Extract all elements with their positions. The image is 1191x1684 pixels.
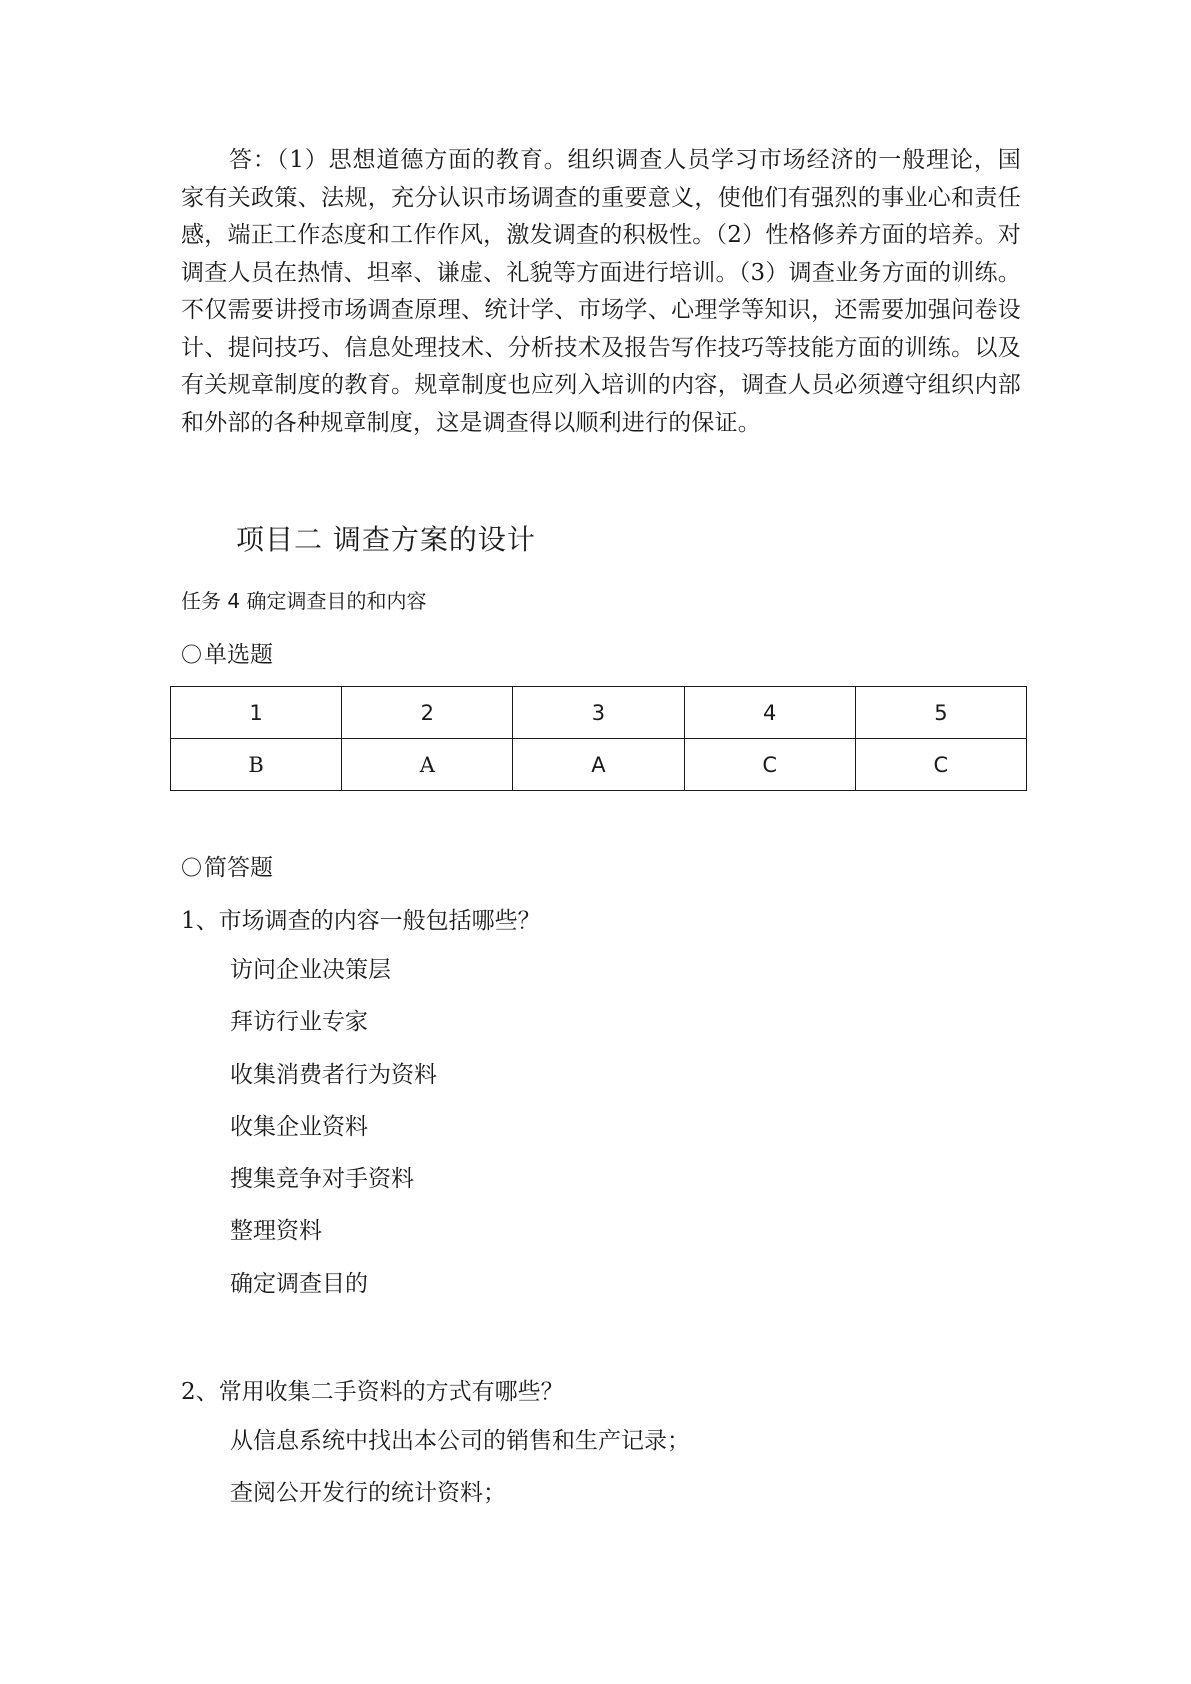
circle-marker: 〇 xyxy=(181,856,202,880)
list-item: 从信息系统中找出本公司的销售和生产记录； xyxy=(230,1428,690,1454)
answer-list-1 xyxy=(230,944,437,1310)
section-short-answer-label: 简答题 xyxy=(204,855,273,881)
answer-paragraph: 答：（1）思想道德方面的教育。组织调查人员学习市场经济的一般理论，国家有关政策、法规，充分认识市场调查的重要意义，使他们有强烈的事业心和责任感，端正工作态度和工作作风，激发调查的积极性。（2）性格修养方面的培养。对调查人员在热情、坦率、谦虚、礼貌等方面进行培训。（3）调查业务方面的训练。不仅需要讲授市场调查原理、统计学、市场学、心理学等知识，还需要加强问卷设计、提问技巧、信息处理技术、分析技术及报告写作技巧等技能方面的训练。以及有关规章制度的教育。规章制度也应列入培训的内容，调查人员必须遵守组织内部和外部的各种规章制度，这是调查得以顺利进行的保证。 xyxy=(181,147,1021,436)
section-short-answer xyxy=(181,849,273,882)
answer-list-2 xyxy=(230,1415,690,1520)
question-1: 1、市场调查的内容一般包括哪些？ xyxy=(181,908,541,934)
answer-table xyxy=(170,686,1027,791)
answer-cell: A xyxy=(513,739,684,791)
question-number-cell: 3 xyxy=(513,687,684,739)
list-item: 确定调查目的 xyxy=(230,1270,368,1297)
question-number-cell: 5 xyxy=(855,687,1026,739)
question-number-cell: 1 xyxy=(171,687,342,739)
answer-cell: C xyxy=(855,739,1026,791)
list-item: 拜访行业专家 xyxy=(230,1009,368,1036)
question-2: 2、常用收集二手资料的方式有哪些？ xyxy=(181,1379,564,1405)
answer-cell: C xyxy=(684,739,855,791)
answer-table-answer-row xyxy=(171,739,1027,791)
list-item: 访问企业决策层 xyxy=(230,957,391,983)
section-single-choice-label: 单选题 xyxy=(204,642,273,668)
circle-marker: 〇 xyxy=(181,643,202,667)
answer-cell: A xyxy=(342,739,513,791)
answer-table-header-row xyxy=(171,687,1027,739)
list-item: 收集消费者行为资料 xyxy=(230,1061,437,1088)
question-number-cell: 2 xyxy=(342,687,513,739)
list-item: 搜集竞争对手资料 xyxy=(230,1166,414,1193)
question-number-cell: 4 xyxy=(684,687,855,739)
project-heading: 项目二 调查方案的设计 xyxy=(236,523,536,556)
list-item: 查阅公开发行的统计资料； xyxy=(230,1480,506,1507)
list-item: 收集企业资料 xyxy=(230,1113,368,1140)
section-single-choice xyxy=(181,636,273,669)
task-heading: 任务 4 确定调查目的和内容 xyxy=(181,589,427,613)
answer-cell: B xyxy=(171,739,342,791)
list-item: 整理资料 xyxy=(230,1218,322,1245)
